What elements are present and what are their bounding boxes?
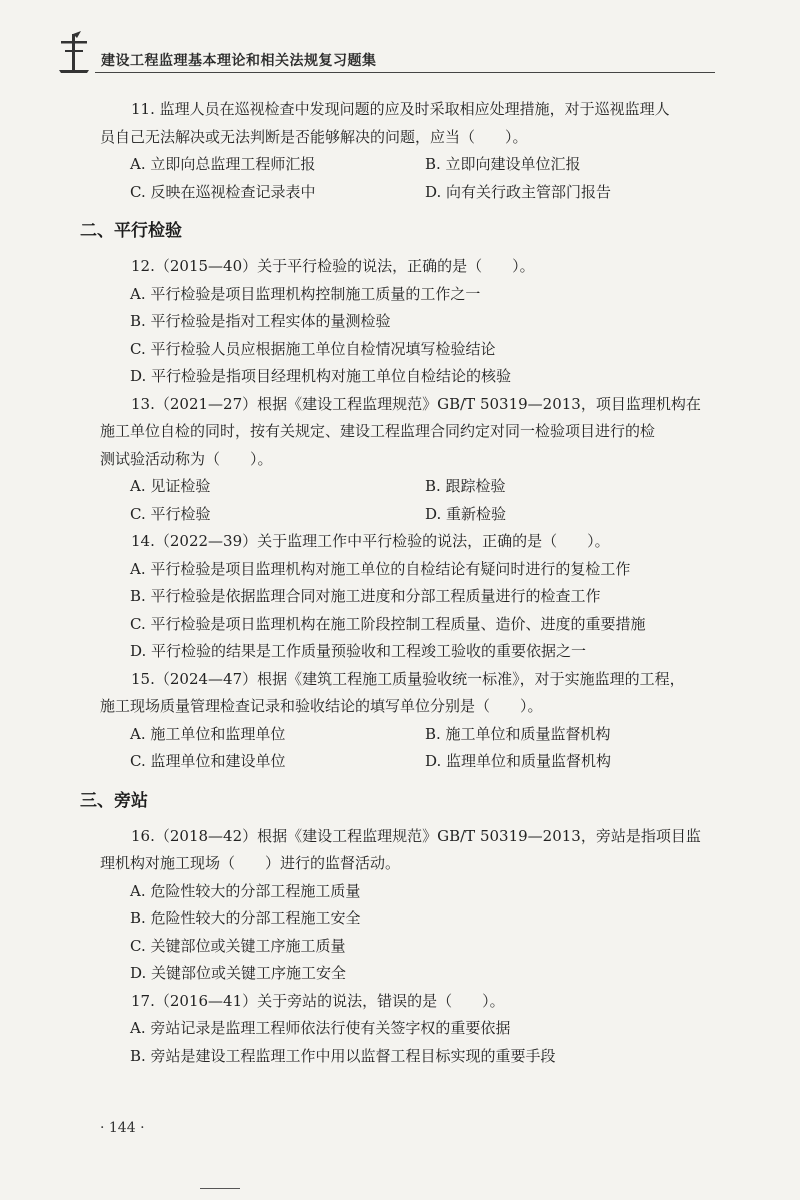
question-11: [100, 96, 720, 206]
option-a: A. 立即向总监理工程师汇报: [130, 155, 316, 173]
option-d: D. 重新检验: [425, 504, 507, 523]
option-c: C. 关键部位或关键工序施工质量: [130, 936, 346, 955]
question-stem: 16.（2018—42）根据《建设工程监理规范》GB/T 50319—2013，旁站是指项目监: [131, 826, 701, 845]
question-12: [100, 253, 720, 391]
option-b: B. 跟踪检验: [425, 477, 506, 495]
option-a: A. 危险性较大的分部工程施工质量: [130, 881, 361, 900]
option-a: A. 见证检验: [130, 477, 211, 495]
option-c: C. 平行检验人员应根据施工单位自检情况填写检验结论: [130, 339, 496, 358]
section-heading-side-station: 三、旁站: [80, 790, 148, 811]
question-15: [100, 666, 720, 776]
question-stem: 14.（2022—39）关于监理工作中平行检验的说法，正确的是（ ）。: [131, 532, 610, 550]
question-stem: 11. 监理人员在巡视检查中发现问题的应及时采取相应处理措施，对于巡视监理人: [131, 100, 670, 118]
question-stem: 17.（2016—41）关于旁站的说法，错误的是（ ）。: [131, 991, 505, 1010]
question-stem-cont: 测试验活动称为（ ）。: [100, 449, 273, 468]
option-row: [130, 748, 720, 776]
page-content: [80, 96, 720, 1070]
option-row: [130, 179, 720, 207]
option-row: [130, 151, 720, 179]
option-c: C. 反映在巡视检查记录表中: [130, 182, 316, 201]
question-stem: 12.（2015—40）关于平行检验的说法，正确的是（ ）。: [131, 257, 535, 275]
question-stem-cont: 施工单位自检的同时，按有关规定、建设工程监理合同约定对同一检验项目进行的检: [100, 422, 656, 440]
option-b: B. 平行检验是指对工程实体的量测检验: [130, 312, 391, 330]
question-stem-cont: 理机构对施工现场（ ）进行的监督活动。: [100, 854, 401, 872]
option-d: D. 向有关行政主管部门报告: [425, 182, 612, 201]
page-number: · 144 ·: [100, 1120, 145, 1136]
option-c: C. 监理单位和建设单位: [130, 752, 286, 770]
option-b: B. 旁站是建设工程监理工作中用以监督工程目标实现的重要手段: [130, 1046, 556, 1065]
option-c: C. 平行检验是项日监理机构在施工阶段控制工程质量、造价、进度的重要措施: [130, 614, 646, 633]
option-a: A. 平行检验是项目监理机构对施工单位的自检结论有疑问时进行的复检工作: [130, 559, 631, 578]
option-b: B. 施工单位和质量监督机构: [425, 724, 611, 743]
option-row: [130, 721, 720, 749]
option-b: B. 危险性较大的分部工程施工安全: [130, 909, 361, 927]
question-13: [100, 391, 720, 529]
option-row: [130, 473, 720, 501]
question-stem: 15.（2024—47）根据《建筑工程施工质量验收统一标准》，对于实施监理的工程，: [131, 669, 685, 688]
option-a: A. 施工单位和监理单位: [130, 724, 286, 743]
option-d: D. 监理单位和质量监督机构: [425, 752, 612, 770]
question-stem-cont: 施工现场质量管理检查记录和验收结论的填写单位分别是（ ）。: [100, 697, 543, 715]
question-17: [100, 988, 720, 1071]
question-14: [100, 528, 720, 666]
header-rule: [95, 72, 715, 73]
book-logo-icon: [55, 30, 95, 74]
option-row: [130, 501, 720, 529]
question-stem: 13.（2021—27）根据《建设工程监理规范》GB/T 50319—2013，项目监理机构在: [131, 394, 701, 413]
option-c: C. 平行检验: [130, 504, 211, 523]
option-b: B. 平行检验是依据监理合同对施工进度和分部工程质量进行的检查工作: [130, 587, 601, 605]
section-heading-parallel-inspection: 二、平行检验: [80, 221, 182, 241]
question-stem-cont: 员自己无法解决或无法判断是否能够解决的问题，应当（ ）。: [100, 127, 528, 146]
option-d: D. 关键部位或关键工序施工安全: [130, 964, 347, 982]
question-16: [100, 823, 720, 988]
option-d: D. 平行检验的结果是工作质量预验收和工程竣工验收的重要依据之一: [130, 642, 587, 660]
page-header: [55, 30, 715, 76]
footer-mark: [200, 1188, 240, 1189]
option-d: D. 平行检验是指项目经理机构对施工单位自检结论的核验: [130, 367, 512, 385]
option-a: A. 平行检验是项目监理机构控制施工质量的工作之一: [130, 284, 481, 303]
option-b: B. 立即向建设单位汇报: [425, 155, 581, 173]
option-a: A. 旁站记录是监理工程师依法行使有关签字权的重要依据: [130, 1019, 511, 1037]
book-title: 建设工程监理基本理论和相关法规复习题集: [101, 53, 377, 69]
